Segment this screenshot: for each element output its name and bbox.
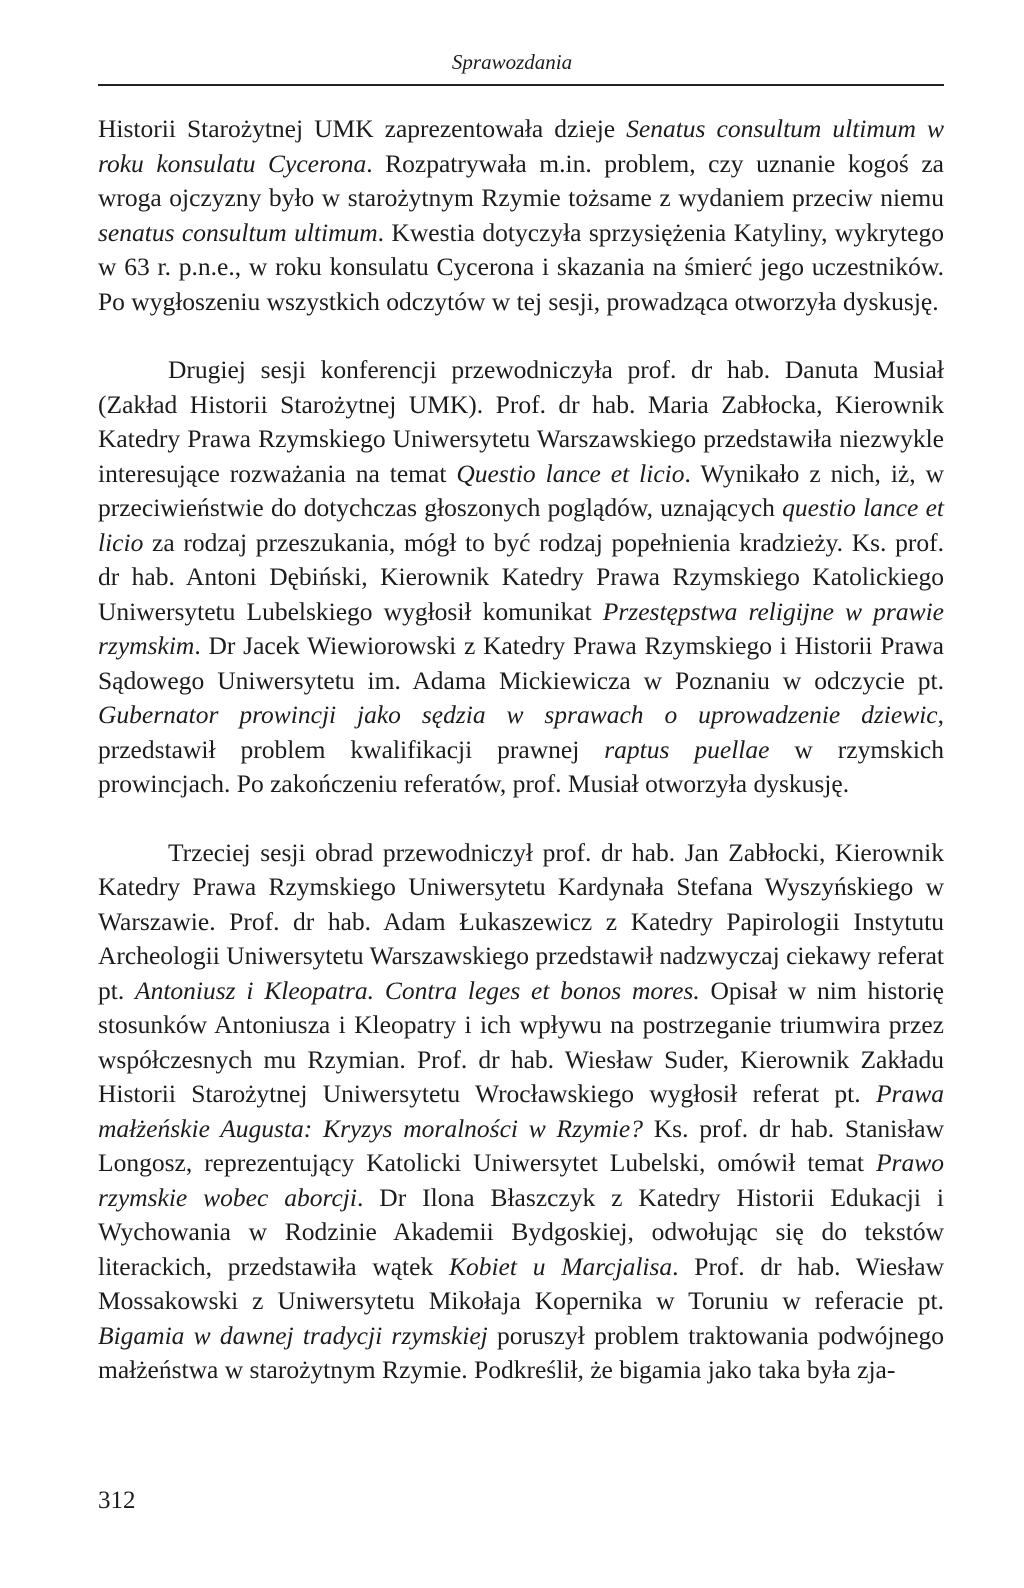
text-run: Ks. prof. dr hab. Stanisław Longosz, reprezentujący Katolicki Uniwersytet Lubelski, omówił temat — [98, 1113, 945, 1177]
text-run: . Rozpatrywała m.in. problem, czy uznanie kogoś za wroga ojczyzny było w starożytnym Rzymie tożsame z wydaniem przeciw niemu — [98, 148, 944, 212]
page-number: 312 — [98, 1487, 136, 1514]
article-body — [98, 112, 944, 1388]
text-run: . Dr Jacek Wiewiorowski z Katedry Prawa Rzymskiego i Historii Prawa Sądowego Uniwersytetu im. Adama Mickiewicza w Poznaniu w odczycie pt. — [98, 631, 944, 695]
text-run: w rzymskich prowincjach. Po zakończeniu referatów, prof. Musiał otworzyła dyskusję. — [98, 734, 944, 798]
paragraph-2 — [98, 353, 944, 802]
italic-run: Kobiet u Marcjalisa — [448, 1251, 673, 1281]
italic-run: Prawo rzymskie wobec aborcji — [98, 1148, 944, 1212]
italic-run: senatus consultum ultimum — [98, 217, 378, 247]
italic-run: Gubernator prowincji jako sędzia w sprawach o uprowadzenie dziewic — [98, 700, 938, 729]
text-run: . Kwestia dotyczyła sprzysiężenia Katyliny, wykrytego w 63 r. p.n.e., w roku konsulatu Cycerona i skazania na śmierć jego uczestników. Po wygłoszeniu wszystkich odczytów w tej sesji, prowadząca otworzyła dyskusję. — [98, 217, 944, 316]
italic-run: Questio lance et licio — [456, 458, 685, 488]
paragraph-1 — [98, 112, 944, 319]
text-run: . Wynikało z nich, iż, w przeciwieństwie do dotychczas głoszonych poglądów, uznających — [98, 458, 944, 522]
italic-run: questio lance et licio — [98, 493, 944, 557]
italic-run: raptus puellae — [604, 734, 770, 764]
italic-run: Senatus consultum ultimum w roku konsulatu Cycerona — [98, 114, 945, 178]
text-run: za rodzaj przeszukania, mógł to być rodzaj popełnienia kradzieży. Ks. prof. dr hab. Antoni Dębiński, Kierownik Katedry Prawa Rzymskiego Katolickiego Uniwersytetu Lubelskiego wygłosił komunikat — [98, 527, 944, 626]
italic-run: Antoniusz i Kleopatra. Contra leges et bonos mores. — [135, 975, 700, 1005]
paragraph-gap — [98, 319, 944, 353]
paragraph-3 — [98, 836, 944, 1388]
paragraph-gap — [98, 802, 944, 836]
running-header: Sprawozdania — [451, 50, 573, 74]
italic-run: Przestępstwa religijne w prawie rzymskim — [98, 596, 944, 660]
italic-run: Prawa małżeńskie Augusta: Kryzys moralności w Rzymie? — [98, 1079, 944, 1143]
text-run: Historii Starożytnej UMK zaprezentowała dzieje — [98, 114, 627, 143]
text-run: , przedstawił problem kwalifikacji prawnej — [98, 700, 944, 764]
text-run: Opisał w nim historię stosunków Antoniusza i Kleopatry i ich wpływu na postrzeganie triumwira przez współczesnych mu Rzymian. Prof. dr hab. Wiesław Suder, Kierownik Zakładu Historii Starożytnej Uniwersytetu Wrocławskiego wygłosił referat pt. — [98, 975, 944, 1108]
header-rule — [98, 84, 944, 86]
text-run: Trzeciej sesji obrad przewodniczył prof. dr hab. Jan Zabłocki, Kierownik Katedry Prawa Rzymskiego Uniwersytetu Kardynała Stefana Wyszyńskiego w Warszawie. Prof. dr hab. Adam Łukaszewicz z Katedry Papirologii Instytutu Archeologii Uniwersytetu Warszawskiego przedstawił nadzwyczaj ciekawy referat pt. — [98, 837, 944, 1005]
text-run: poruszył problem traktowania podwójnego małżeństwa w starożytnym Rzymie. Podkreślił, że bigamia jako taka była zja- — [98, 1320, 944, 1384]
text-run: . Prof. dr hab. Wiesław Mossakowski z Uniwersytetu Mikołaja Kopernika w Toruniu w referacie pt. — [98, 1251, 944, 1315]
text-run: Drugiej sesji konferencji przewodniczyła prof. dr hab. Danuta Musiał (Zakład Historii Starożytnej UMK). Prof. dr hab. Maria Zabłocka, Kierownik Katedry Prawa Rzymskiego Uniwersytetu Warszawskiego przedstawiła niezwykle interesujące rozważania na temat — [98, 355, 944, 488]
italic-run: Bigamia w dawnej tradycji rzymskiej — [98, 1320, 488, 1350]
text-run: . Dr Ilona Błaszczyk z Katedry Historii Edukacji i Wychowania w Rodzinie Akademii Bydgoskiej, odwołując się do tekstów literackich, przedstawiła wątek — [98, 1182, 944, 1281]
